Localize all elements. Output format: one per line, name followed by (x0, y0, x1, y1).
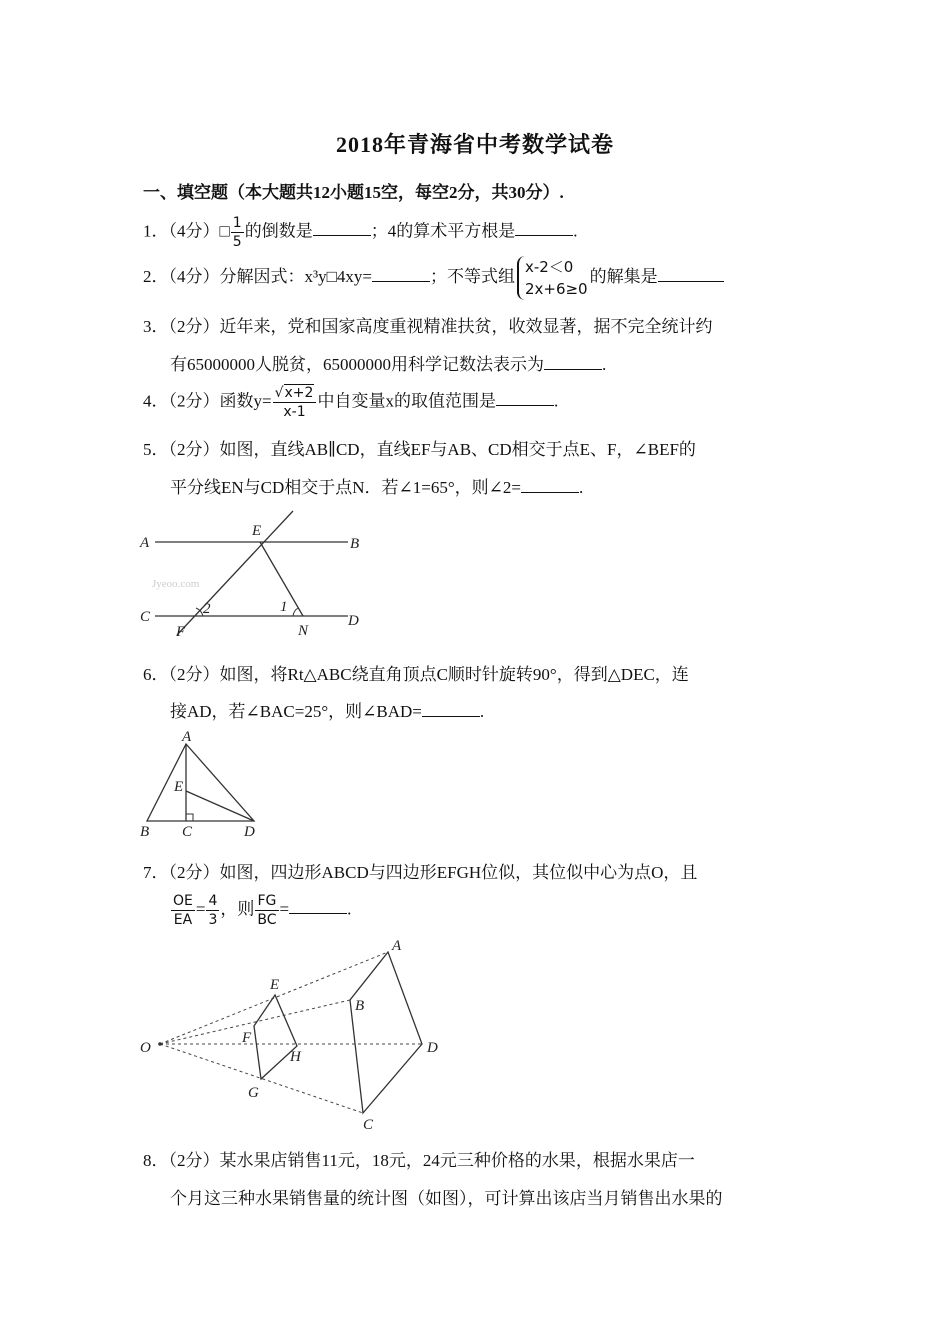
q5-end: . (579, 478, 584, 497)
label-c: C (363, 1117, 374, 1133)
label-b: B (350, 536, 360, 552)
q2-inequality-system (517, 256, 588, 300)
q2-sys-line-2: 2x+6≥0 (524, 280, 588, 298)
q7-line-2 (170, 892, 351, 929)
label-c: C (182, 824, 193, 840)
label-d: D (348, 613, 359, 629)
label-f: F (242, 1030, 252, 1046)
q7-f3-num: FG (255, 892, 278, 911)
q7-fraction-fg-bc (255, 892, 278, 929)
q1-frac-num: 1 (232, 215, 242, 231)
q1-blank-1[interactable] (313, 219, 371, 236)
q5-line-2-wrap (170, 473, 583, 498)
q5-figure (130, 505, 370, 645)
q6-end: . (479, 702, 485, 721)
q7-f3-den: BC (257, 912, 277, 928)
q7-fraction-4-3 (206, 892, 219, 929)
label-f: F (176, 624, 186, 640)
label-a: A (140, 535, 150, 551)
q2-prefix: 2．（4分）分解因式：x³y□4xy= (143, 266, 372, 286)
q7-blank[interactable] (289, 897, 347, 914)
q4-prefix: 4．（2分）函数y= (143, 391, 272, 411)
q7-equals: = (195, 899, 206, 919)
angle-1-arc (293, 608, 298, 616)
q6-line-2: 接AD，若∠BAC=25°，则∠BAD= (170, 702, 422, 721)
label-angle-1: 1 (280, 599, 288, 615)
q4-blank[interactable] (496, 389, 554, 406)
q7-f1-den: EA (173, 912, 193, 928)
q6-line-1: 6．（2分）如图，将Rt△ABC绕直角顶点C顺时针旋转90°，得到△DEC，连 (143, 665, 689, 684)
q3-line-1: 3．（2分）近年来，党和国家高度重视精准扶贫，收效显著，据不完全统计约 (143, 317, 713, 336)
q1-frac-den: 5 (232, 234, 242, 250)
label-c: C (140, 609, 151, 625)
label-e: E (174, 779, 184, 795)
point-o (158, 1042, 162, 1046)
q7-equals-2: = (279, 899, 290, 919)
q7-f2-den: 3 (208, 912, 218, 928)
q4-mid: 中自变量x的取值范围是 (317, 391, 496, 411)
label-a: A (392, 938, 402, 954)
q7-figure (130, 935, 450, 1135)
q8-line-2: 个月这三种水果销售量的统计图（如图），可计算出该店当月销售出水果的 (170, 1189, 723, 1208)
q1-mid2: ；4的算术平方根是 (370, 221, 516, 241)
q1-fraction (231, 214, 244, 251)
q4-frac-den: x-1 (283, 404, 306, 420)
q4-fraction (273, 384, 317, 421)
q2-blank-2[interactable] (658, 265, 724, 282)
q1-mid: 的倒数是 (244, 221, 313, 241)
q1-blank-2[interactable] (515, 219, 573, 236)
label-n: N (298, 623, 309, 639)
q2-end: 的解集是 (589, 266, 658, 286)
segment-ed (186, 791, 254, 821)
q1-end: . (573, 221, 578, 241)
label-d: D (244, 824, 255, 840)
q4-frac-num (273, 384, 317, 403)
q7-mid: ，则 (220, 899, 255, 919)
q3-line-2: 有65000000人脱贫，65000000用科学记数法表示为 (170, 355, 544, 374)
triangle-abd (147, 744, 254, 821)
q7-line-1: 7．（2分）如图，四边形ABCD与四边形EFGH位似，其位似中心为点O，且 (143, 863, 698, 882)
page-title: 2018年青海省中考数学试卷 (335, 132, 614, 157)
question-2 (143, 256, 724, 300)
q7-end: . (347, 899, 352, 919)
q5-line-1: 5．（2分）如图，直线AB∥CD，直线EF与AB、CD相交于点E、F，∠BEF的 (143, 440, 696, 459)
q4-radicand: x+2 (284, 385, 314, 401)
quad-efgh (254, 995, 297, 1079)
label-h: H (290, 1049, 301, 1065)
label-g: G (248, 1085, 259, 1101)
sqrt-symbol: √x+2 (274, 385, 314, 401)
q3-line-2-wrap (170, 350, 606, 375)
label-e: E (270, 977, 280, 993)
label-a: A (182, 729, 192, 745)
q4-end: . (553, 391, 559, 411)
label-angle-2: 2 (203, 601, 211, 617)
q5-line-2: 平分线EN与CD相交于点N．若∠1=65°，则∠2= (170, 478, 522, 497)
q2-blank-1[interactable] (372, 265, 430, 282)
label-o: O (140, 1040, 151, 1056)
q7-f1-num: OE (173, 893, 193, 909)
q8-line-1: 8．（2分）某水果店销售11元，18元，24元三种价格的水果，根据水果店一 (143, 1151, 695, 1170)
q6-figure (130, 728, 270, 843)
label-e: E (252, 523, 262, 539)
q3-end: . (602, 355, 607, 374)
q6-line-2-wrap (170, 697, 484, 722)
q7-f2-num: 4 (208, 893, 218, 909)
label-d: D (427, 1040, 438, 1056)
q1-prefix: 1．（4分）□ (143, 221, 230, 241)
question-4 (143, 384, 558, 421)
q3-blank[interactable] (544, 353, 602, 370)
quad-abcd (350, 952, 422, 1113)
q2-mid: ；不等式组 (429, 266, 515, 286)
label-b: B (140, 824, 150, 840)
q5-blank[interactable] (521, 476, 579, 493)
question-1 (143, 214, 577, 251)
right-angle-mark (186, 814, 193, 821)
label-b: B (355, 998, 365, 1014)
q2-sys-line-1: x-2＜0 (524, 258, 574, 276)
watermark: Jyeoo.com (152, 578, 200, 590)
section-heading: 一、填空题（本大题共12小题15空，每空2分，共30分）. (143, 183, 564, 202)
q7-fraction-oe-ea (171, 892, 195, 929)
q6-blank[interactable] (422, 700, 480, 717)
